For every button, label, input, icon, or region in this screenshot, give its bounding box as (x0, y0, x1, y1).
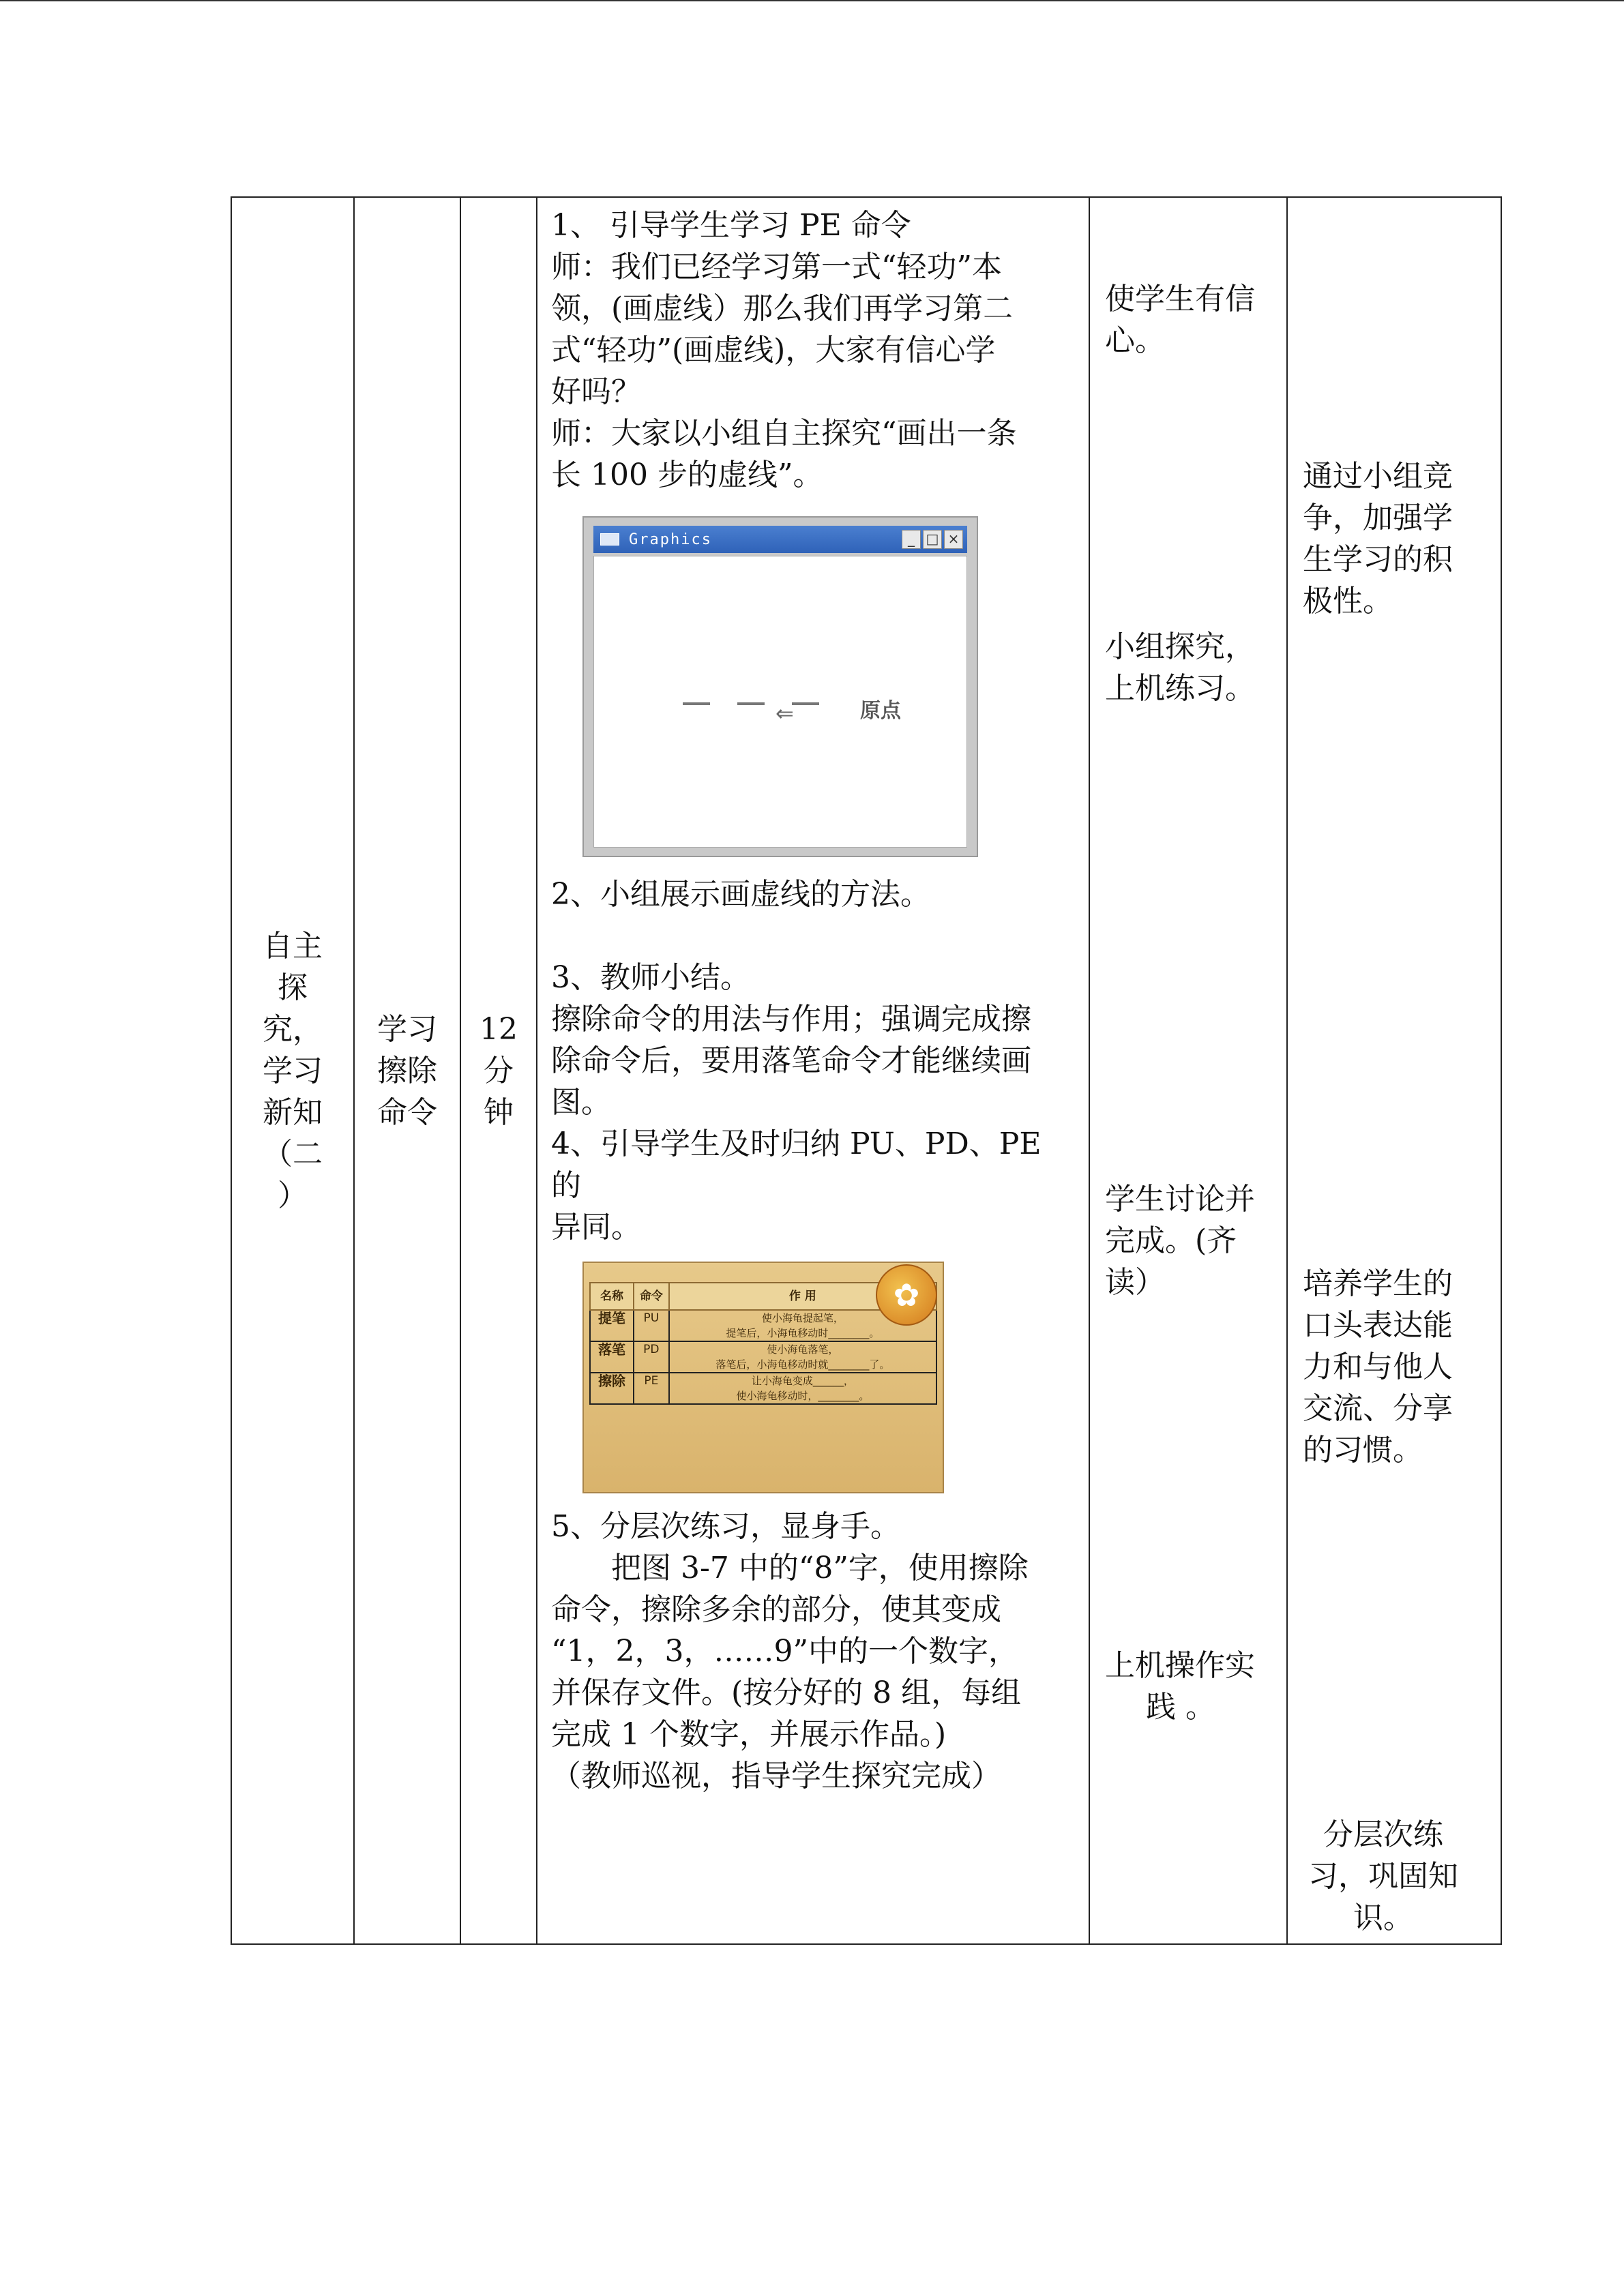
step5-line: “1，2，3，……9”中的一个数字， (551, 1634, 1018, 1669)
step5-line: 把图 3-7 中的“8”字，使用擦除 (611, 1551, 1029, 1585)
page-top-rule (0, 0, 1624, 1)
student-activity-cell (1089, 197, 1287, 1944)
intent-note-c: 分层次练 习，巩固知 识。 (1308, 1817, 1458, 1935)
time-cell (460, 197, 537, 1944)
step1-line: 长 100 步的虚线”。 (551, 458, 823, 492)
cmd-code: PU (634, 1310, 669, 1341)
intent-note-b: 培养学生的 口头表达能 力和与他人 交流、分享 的习惯。 (1303, 1266, 1453, 1467)
step1-line: 师：大家以小组自主探究“画出一条 (551, 416, 1017, 451)
dashed-line-segment (683, 702, 710, 705)
window-app-icon (600, 533, 619, 546)
cmd-code: PE (634, 1373, 669, 1404)
step4-line: 4、引导学生及时归纳 PU、PD、PE 的 (551, 1127, 1042, 1203)
teacher-activity (537, 198, 1089, 1797)
graphics-window-title: Graphics (629, 531, 712, 548)
student-activity (1090, 198, 1286, 1943)
step5-line: 并保存文件。(按分好的 8 组，每组 (551, 1675, 1022, 1710)
command-summary-card (582, 1262, 944, 1493)
stage-cell (231, 197, 354, 1944)
graphics-window-figure (582, 516, 978, 857)
step1-line: 式“轻功”(画虚线)，大家有信心学 (551, 333, 996, 368)
graphics-canvas (593, 556, 967, 848)
step5-line: 完成 1 个数字，并展示作品。) (551, 1717, 947, 1752)
step5-line: 命令，擦除多余的部分，使其变成 (551, 1592, 1001, 1627)
step4-line: 异同。 (551, 1210, 641, 1244)
step3-line: 图。 (551, 1085, 611, 1120)
stage-text: 自主 探 究， 学习 新知 （二 ） (263, 928, 323, 1213)
lesson-plan-table (231, 196, 1502, 1945)
design-intent (1288, 198, 1501, 1943)
table-row (590, 1373, 936, 1404)
student-note-c: 学生讨论并 完成。(齐 读） (1105, 1182, 1255, 1300)
header-effect: 作 用 (669, 1283, 936, 1310)
close-icon: × (944, 530, 963, 549)
step1-line: 师：我们已经学习第一式“轻功”本 (551, 250, 1002, 284)
time-text: 12 分 钟 (479, 1011, 518, 1130)
cmd-name: 提笔 (590, 1310, 634, 1341)
cmd-effect: 使小海龟落笔， 落笔后，小海龟移动时就________了。 (669, 1341, 936, 1373)
cmd-effect: 使小海龟提起笔， 提笔后，小海龟移动时________。 (669, 1310, 936, 1341)
step1-line: 1、 引导学生学习 PE 命令 (551, 208, 911, 243)
step3-line: 擦除命令的用法与作用；强调完成擦 (551, 1002, 1031, 1037)
content-cell (354, 197, 460, 1944)
cmd-name: 擦除 (590, 1373, 634, 1404)
turtle-mascot-icon: ✿ (876, 1264, 937, 1326)
cmd-code: PD (634, 1341, 669, 1373)
step3-line: 除命令后，要用落笔命令才能继续画 (551, 1043, 1031, 1078)
intent-note-a: 通过小组竞 争，加强学 生学习的积 极性。 (1303, 459, 1453, 618)
step2-line: 2、小组展示画虚线的方法。 (551, 877, 930, 912)
graphics-window-titlebar (593, 526, 967, 553)
student-note-d: 上机操作实 践 。 (1105, 1648, 1255, 1725)
student-note-b: 小组探究， 上机练习。 (1105, 629, 1255, 706)
table-row (590, 1341, 936, 1373)
step1-line: 好吗？ (551, 374, 641, 409)
dashed-line-segment (737, 702, 765, 705)
table-row (231, 197, 1501, 1944)
step1-line: 领，(画虚线）那么我们再学习第二 (551, 291, 1014, 326)
cmd-effect: 让小海龟变成______， 使小海龟移动时，________。 (669, 1373, 936, 1404)
cmd-name: 落笔 (590, 1341, 634, 1373)
minimize-icon: _ (902, 530, 921, 549)
dashed-line-segment (792, 702, 819, 705)
student-note-a: 使学生有信 心。 (1105, 282, 1255, 358)
design-intent-cell (1287, 197, 1501, 1944)
step5-line: （教师巡视，指导学生探究完成） (551, 1759, 1001, 1793)
teacher-activity-cell (537, 197, 1089, 1944)
header-name: 名称 (590, 1283, 634, 1310)
turtle-icon: ⇐ (776, 700, 794, 726)
maximize-icon: □ (923, 530, 942, 549)
step3-line: 3、教师小结。 (551, 960, 750, 995)
origin-label: 原点 (860, 699, 901, 723)
window-controls (902, 530, 963, 549)
content-text: 学习 擦除 命令 (377, 1011, 437, 1130)
header-command: 命令 (634, 1283, 669, 1310)
step5-title: 5、分层次练习，显身手。 (551, 1509, 900, 1544)
